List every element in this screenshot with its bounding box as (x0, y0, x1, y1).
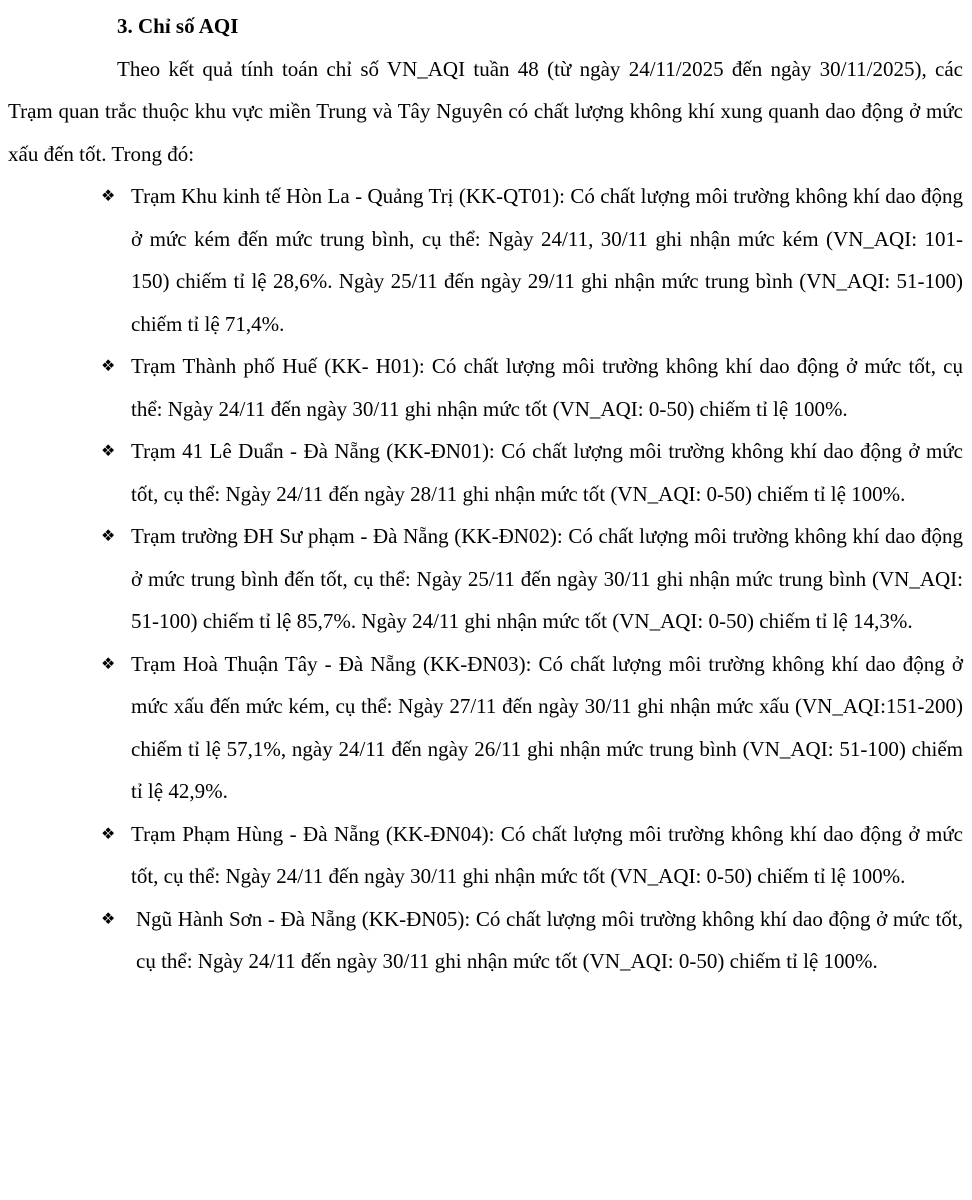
bullet-item-le-duan (8, 430, 963, 515)
bullet-item-ngu-hanh-son (8, 898, 963, 983)
diamond-bullet-icon: ❖ (101, 186, 116, 205)
bullet-item-dh-su-pham (8, 515, 963, 643)
diamond-bullet-icon: ❖ (101, 908, 116, 928)
station-bullet-list (8, 175, 963, 983)
diamond-bullet-icon: ❖ (101, 356, 116, 375)
bullet-text: Trạm Thành phố Huế (KK- H01): Có chất lượng môi trường không khí dao động ở mức tốt, cụ thể: Ngày 24/11 đến ngày 30/11 ghi nhận mức tốt (VN_AQI: 0-50) chiếm tỉ lệ 100%. (131, 354, 963, 421)
intro-paragraph: Theo kết quả tính toán chỉ số VN_AQI tuần 48 (từ ngày 24/11/2025 đến ngày 30/11/2025), các Trạm quan trắc thuộc khu vực miền Trung và Tây Nguyên có chất lượng không khí xung quanh dao động ở mức xấu đến tốt. Trong đó: (8, 56, 963, 166)
bullet-item-hoa-thuan-tay (8, 643, 963, 813)
bullet-text: Trạm Phạm Hùng - Đà Nẵng (KK-ĐN04): Có chất lượng môi trường không khí dao động ở mức tốt, cụ thể: Ngày 24/11 đến ngày 30/11 ghi nhận mức tốt (VN_AQI: 0-50) chiếm tỉ lệ 100%. (131, 821, 963, 888)
diamond-bullet-icon: ❖ (101, 653, 116, 673)
bullet-text: Trạm trường ĐH Sư phạm - Đà Nẵng (KK-ĐN02): Có chất lượng môi trường không khí dao động ở mức trung bình đến tốt, cụ thể: Ngày 25/11 đến ngày 30/11 ghi nhận mức trung bình (VN_AQI: 51-100) chiếm tỉ lệ 85,7%. Ngày 24/11 ghi nhận mức tốt (VN_AQI: 0-50) chiếm tỉ lệ 14,3%. (131, 524, 963, 633)
bullet-item-pham-hung (8, 813, 963, 898)
diamond-bullet-icon: ❖ (101, 526, 116, 545)
bullet-item-hon-la (8, 175, 963, 345)
section-heading: 3. Chỉ số AQI (117, 14, 239, 38)
diamond-bullet-icon: ❖ (101, 823, 116, 843)
bullet-text: Ngũ Hành Sơn - Đà Nẵng (KK-ĐN05): Có chất lượng môi trường không khí dao động ở mức tốt, cụ thể: Ngày 24/11 đến ngày 30/11 ghi nhận mức tốt (VN_AQI: 0-50) chiếm tỉ lệ 100%. (136, 906, 963, 973)
bullet-item-hue (8, 345, 963, 430)
diamond-bullet-icon: ❖ (101, 441, 116, 460)
bullet-text: Trạm Khu kinh tế Hòn La - Quảng Trị (KK-QT01): Có chất lượng môi trường không khí dao động ở mức kém đến mức trung bình, cụ thể: Ngày 24/11, 30/11 ghi nhận mức kém (VN_AQI: 101-150) chiếm tỉ lệ 28,6%. Ngày 25/11 đến ngày 29/11 ghi nhận mức trung bình (VN_AQI: 51-100) chiếm tỉ lệ 71,4%. (131, 184, 963, 336)
bullet-text: Trạm Hoà Thuận Tây - Đà Nẵng (KK-ĐN03): Có chất lượng môi trường không khí dao động ở mức xấu đến mức kém, cụ thể: Ngày 27/11 đến ngày 30/11 ghi nhận mức xấu (VN_AQI:151-200) chiếm tỉ lệ 57,1%, ngày 24/11 đến ngày 26/11 ghi nhận mức trung bình (VN_AQI: 51-100) chiếm tỉ lệ 42,9%. (131, 651, 963, 803)
bullet-text: Trạm 41 Lê Duẩn - Đà Nẵng (KK-ĐN01): Có chất lượng môi trường không khí dao động ở mức tốt, cụ thể: Ngày 24/11 đến ngày 28/11 ghi nhận mức tốt (VN_AQI: 0-50) chiếm tỉ lệ 100%. (131, 439, 963, 506)
